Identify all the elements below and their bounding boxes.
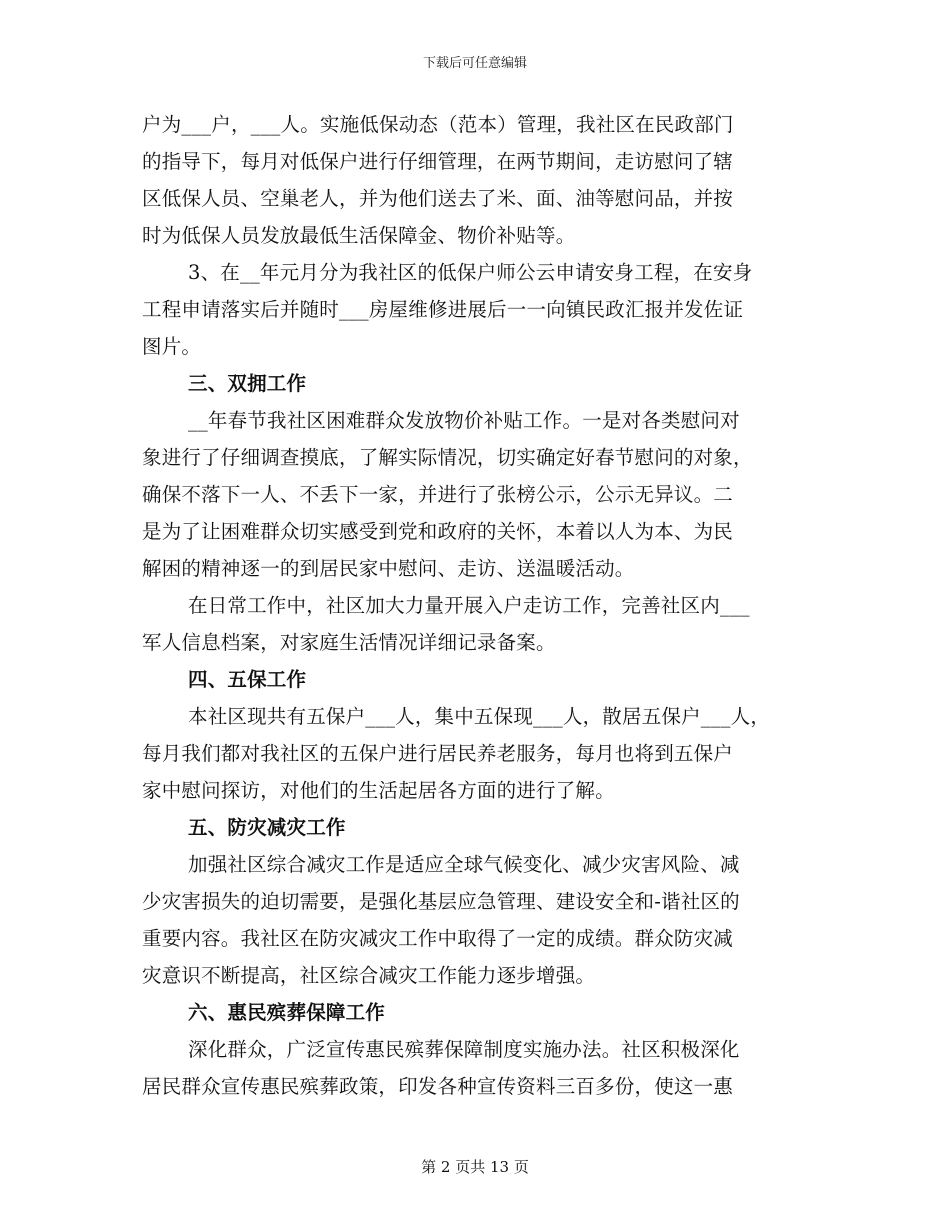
text-line: 在日常工作中，社区加大力量开展入户走访工作，完善社区内___ [188,594,750,617]
text-line: 军人信息档案，对家庭生活情况详细记录备案。 [142,631,556,654]
text-line: 本社区现共有五保户___人，集中五保现___人，散居五保户___人， [188,705,771,728]
text-line: 加强社区综合减灾工作是适应全球气候变化、减少灾害风险、减 [188,853,740,876]
text-line: 家中慰问探访，对他们的生活起居各方面的进行了解。 [142,779,615,802]
section-heading: 六、惠民殡葬保障工作 [188,1001,386,1024]
text-line: 灾意识不断提高，社区综合减灾工作能力逐步增强。 [142,964,596,987]
document-body [142,106,822,1105]
text-line: 象进行了仔细调查摸底，了解实际情况，切实确定好春节慰问的对象， [142,446,753,469]
text-line: 的指导下，每月对低保户进行仔细管理，在两节期间，走访慰问了辖 [142,150,734,173]
section-heading: 五、防灾减灾工作 [188,816,346,839]
section-heading: 四、五保工作 [188,668,307,691]
text-line: 居民群众宣传惠民殡葬政策，印发各种宣传资料三百多份，使这一惠 [142,1075,734,1098]
page-footer: 第 2 页共 13 页 [421,1158,529,1176]
section-heading: 三、双拥工作 [188,372,307,395]
text-line: 图片。 [142,335,202,358]
text-line: 重要内容。我社区在防灾减灾工作中取得了一定的成绩。群众防灾减 [142,927,734,950]
text-line: 每月我们都对我社区的五保户进行居民养老服务，每月也将到五保户 [142,742,734,765]
text-line: 解困的精神逐一的到居民家中慰问、走访、送温暖活动。 [142,557,635,580]
text-line: 确保不落下一人、不丢下一家，并进行了张榜公示，公示无异议。二 [142,483,734,506]
text-line: 深化群众，广泛宣传惠民殡葬保障制度实施办法。社区积极深化 [188,1038,740,1061]
text-line: 工程申请落实后并随时___房屋维修进展后一一向镇民政汇报并发佐证 [142,298,744,321]
text-line: 时为低保人员发放最低生活保障金、物价补贴等。 [142,224,576,247]
page-header: 下载后可任意编辑 [422,56,527,71]
text-line: 少灾害损失的迫切需要，是强化基层应急管理、建设安全和-谐社区的 [142,890,740,913]
text-line: 是为了让困难群众切实感受到党和政府的关怀，本着以人为本、为民 [142,520,734,543]
text-line: 区低保人员、空巢老人，并为他们送去了米、面、油等慰问品，并按 [142,187,734,210]
text-line: __年春节我社区困难群众发放物价补贴工作。一是对各类慰问对 [188,409,740,432]
text-line: 3、在__年元月分为我社区的低保户师公云申请安身工程，在安身 [188,261,753,284]
text-line: 户为___户，___人。实施低保动态（范本）管理，我社区在民政部门 [142,113,734,136]
